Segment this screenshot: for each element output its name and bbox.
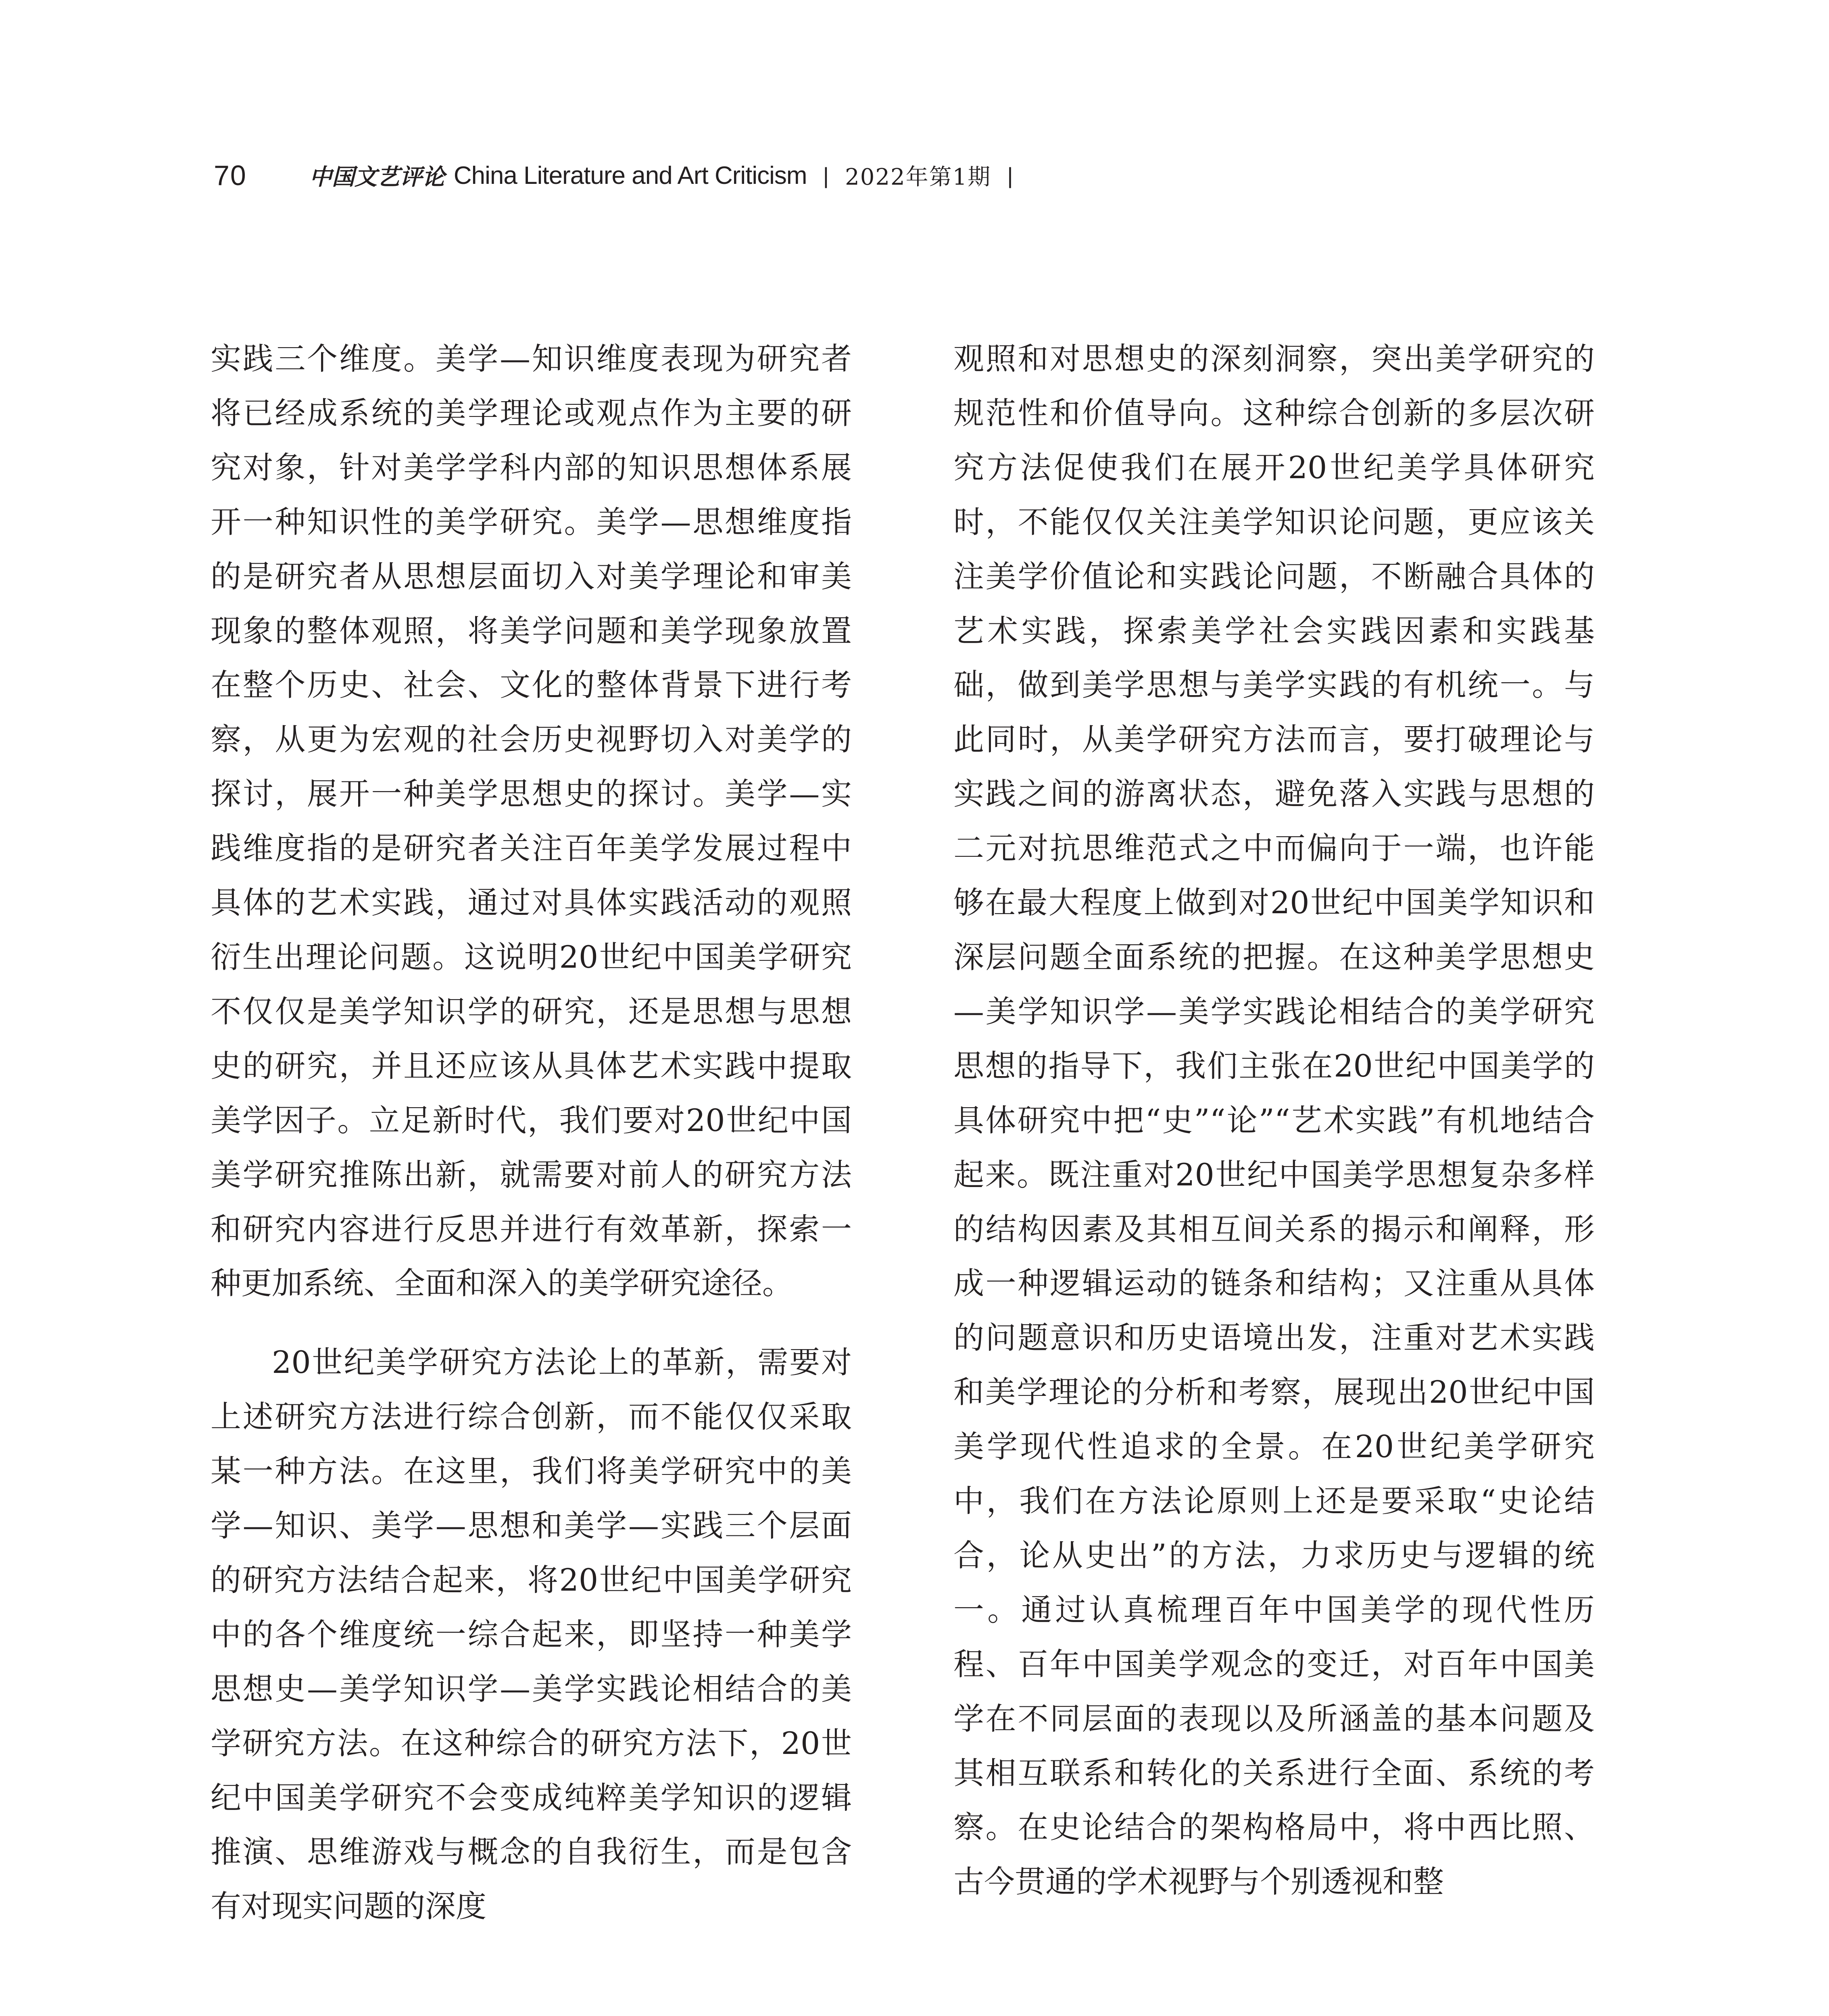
header-separator: | bbox=[823, 162, 829, 188]
journal-title-english: China Literature and Art Criticism bbox=[453, 161, 807, 190]
issue-label: 2022年第1期 bbox=[845, 164, 991, 190]
body-paragraph: 观照和对思想史的深刻洞察，突出美学研究的规范性和价值导向。这种综合创新的多层次研究方法促使我们在展开20世纪美学具体研究时，不能仅仅关注美学知识论问题，更应该关注美学价值论和实践论问题，不断融合具体的艺术实践，探索美学社会实践因素和实践基础，做到美学思想与美学实践的有机统一。与此同时，从美学研究方法而言，要打破理论与实践之间的游离状态，避免落入实践与思想的二元对抗思维范式之中而偏向于一端，也许能够在最大程度上做到对20世纪中国美学知识和深层问题全面系统的把握。在这种美学思想史—美学知识学—美学实践论相结合的美学研究思想的指导下，我们主张在20世纪中国美学的具体研究中把“史”“论”“艺术实践”有机地结合起来。既注重对20世纪中国美学思想复杂多样的结构因素及其相互间关系的揭示和阐释，形成一种逻辑运动的链条和结构；又注重从具体的问题意识和历史语境出发，注重对艺术实践和美学理论的分析和考察，展现出20世纪中国美学现代性追求的全景。在20世纪美学研究中，我们在方法论原则上还是要采取“史论结合，论从史出”的方法，力求历史与逻辑的统一。通过认真梳理百年中国美学的现代性历程、百年中国美学观念的变迁，对百年中国美学在不同层面的表现以及所涵盖的基本问题及其相互联系和转化的关系进行全面、系统的考察。在史论结合的架构格局中，将中西比照、古今贯通的学术视野与个别透视和整 bbox=[953, 341, 1595, 1900]
left-text-column bbox=[211, 332, 852, 1934]
journal-title-chinese: 中国文艺评论 bbox=[309, 164, 445, 190]
body-paragraph: 20世纪美学研究方法论上的革新，需要对上述研究方法进行综合创新，而不能仅仅采取某一种方法。在这里，我们将美学研究中的美学—知识、美学—思想和美学—实践三个层面的研究方法结合起来，将20世纪中国美学研究中的各个维度统一综合起来，即坚持一种美学思想史—美学知识学—美学实践论相结合的美学研究方法。在这种综合的研究方法下，20世纪中国美学研究不会变成纯粹美学知识的逻辑推演、思维游戏与概念的自我衍生，而是包含有对现实问题的深度 bbox=[211, 1344, 852, 1924]
body-paragraph: 实践三个维度。美学—知识维度表现为研究者将已经成系统的美学理论或观点作为主要的研究对象，针对美学学科内部的知识思想体系展开一种知识性的美学研究。美学—思想维度指的是研究者从思想层面切入对美学理论和审美现象的整体观照，将美学问题和美学现象放置在整个历史、社会、文化的整体背景下进行考察，从更为宏观的社会历史视野切入对美学的探讨，展开一种美学思想史的探讨。美学—实践维度指的是研究者关注百年美学发展过程中具体的艺术实践，通过对具体实践活动的观照衍生出理论问题。这说明20世纪中国美学研究不仅仅是美学知识学的研究，还是思想与思想史的研究，并且还应该从具体艺术实践中提取美学因子。立足新时代，我们要对20世纪中国美学研究推陈出新，就需要对前人的研究方法和研究内容进行反思并进行有效革新，探索一种更加系统、全面和深入的美学研究途径。 bbox=[211, 341, 852, 1302]
running-header bbox=[214, 149, 1029, 202]
right-text-column bbox=[953, 332, 1595, 1909]
page-number: 70 bbox=[214, 160, 247, 191]
header-separator-end: | bbox=[1007, 162, 1013, 188]
